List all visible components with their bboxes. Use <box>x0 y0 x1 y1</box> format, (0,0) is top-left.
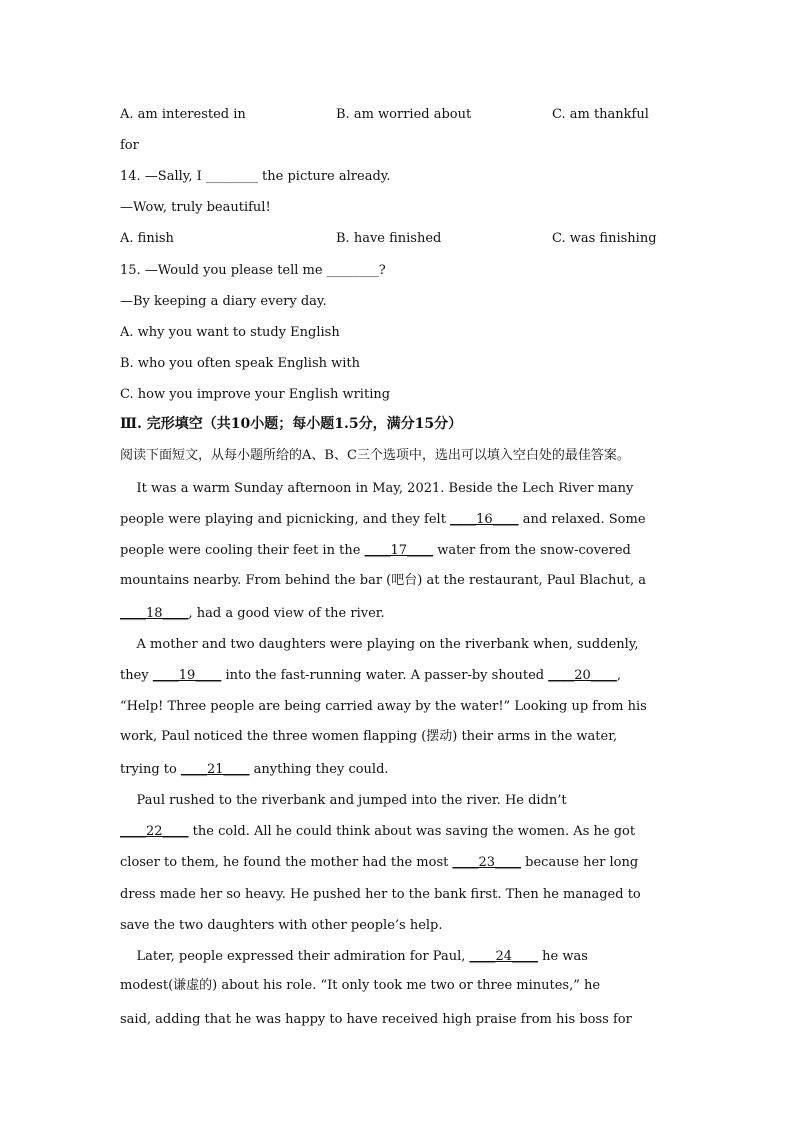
q15-option-c: C. how you improve your English writing <box>120 387 391 402</box>
passage-text: into the fast-running water. A passer-by shouted <box>221 668 549 683</box>
q15-option-a: A. why you want to study English <box>120 325 340 340</box>
q15-option-b: B. who you often speak English with <box>120 356 361 371</box>
q14-reply: —Wow, truly beautiful! <box>120 200 271 215</box>
blank-18: ____18____ <box>120 606 189 621</box>
section-instruction: 阅读下面短文，从每小题所给的A、B、C三个选项中，选出可以填入空白处的最佳答案。 <box>120 448 630 463</box>
passage-line: work, Paul noticed the three women flapping (摆动) their arms in the water, <box>120 729 618 744</box>
passage-line <box>120 511 680 529</box>
passage-line: mountains nearby. From behind the bar (吧台) at the restaurant, Paul Blachut, a <box>120 573 647 588</box>
passage-line: A mother and two daughters were playing on the riverbank when, suddenly, <box>120 637 639 652</box>
blank-21: ____21____ <box>180 762 250 777</box>
passage-text: the cold. All he could think about was saving the women. As he got <box>188 824 636 839</box>
passage-text: anything they could. <box>249 762 389 777</box>
q15-reply: —By keeping a diary every day. <box>120 294 327 309</box>
q14-option-a: A. finish <box>120 231 174 246</box>
blank-23: ____23____ <box>452 855 522 870</box>
q14-option-b: B. have finished <box>336 231 442 246</box>
q14-stem: 14. —Sally, I ________ the picture already. <box>120 169 391 184</box>
passage-text: people were cooling their feet in the <box>120 543 365 558</box>
passage-text: because her long <box>521 855 639 870</box>
q14-option-c: C. was finishing <box>552 231 657 246</box>
blank-24: ____24____ <box>469 949 539 964</box>
passage-text: closer to them, he found the mother had the most <box>120 855 453 870</box>
passage-text: people were playing and picnicking, and they felt <box>120 512 451 527</box>
q13-option-a: A. am interested in <box>120 107 246 122</box>
passage-line: It was a warm Sunday afternoon in May, 2021. Beside the Lech River many <box>120 481 634 496</box>
q13-option-c: C. am thankful <box>552 107 649 122</box>
passage-line: save the two daughters with other people’s help. <box>120 918 443 933</box>
passage-line: said, adding that he was happy to have received high praise from his boss for <box>120 1012 632 1027</box>
blank-19: ____19____ <box>152 668 222 683</box>
passage-text: he was <box>538 949 588 964</box>
passage-line: modest(谦虚的) about his role. “It only took me two or three minutes,” he <box>120 978 601 993</box>
q15-stem: 15. —Would you please tell me ________? <box>120 263 386 278</box>
passage-line <box>120 948 680 966</box>
passage-line: dress made her so heavy. He pushed her to the bank first. Then he managed to <box>120 887 641 902</box>
passage-text: they <box>120 668 153 683</box>
passage-line <box>120 823 680 841</box>
passage-text: trying to <box>120 762 181 777</box>
q13-option-b: B. am worried about <box>336 107 472 122</box>
blank-22: ____22____ <box>120 824 189 839</box>
passage-line <box>120 542 680 560</box>
passage-text: and relaxed. Some <box>518 512 646 527</box>
blank-17: ____17____ <box>364 543 434 558</box>
section-heading: Ⅲ. 完形填空（共10小题；每小题1.5分，满分15分） <box>120 416 463 432</box>
passage-line <box>120 667 680 685</box>
passage-text: , <box>616 668 621 683</box>
passage-text: Later, people expressed their admiration for Paul, <box>120 949 470 964</box>
passage-line: Paul rushed to the riverbank and jumped into the river. He didn’t <box>120 793 567 808</box>
blank-16: ____16____ <box>450 512 519 527</box>
passage-line: “Help! Three people are being carried away by the water!” Looking up from his <box>120 699 647 714</box>
passage-line <box>120 605 680 623</box>
passage-text: water from the snow-covered <box>433 543 631 558</box>
blank-20: ____20____ <box>548 668 617 683</box>
passage-line <box>120 761 680 779</box>
q13-option-c-continued: for <box>120 138 139 153</box>
passage-line <box>120 854 680 872</box>
passage-text: , had a good view of the river. <box>188 606 385 621</box>
